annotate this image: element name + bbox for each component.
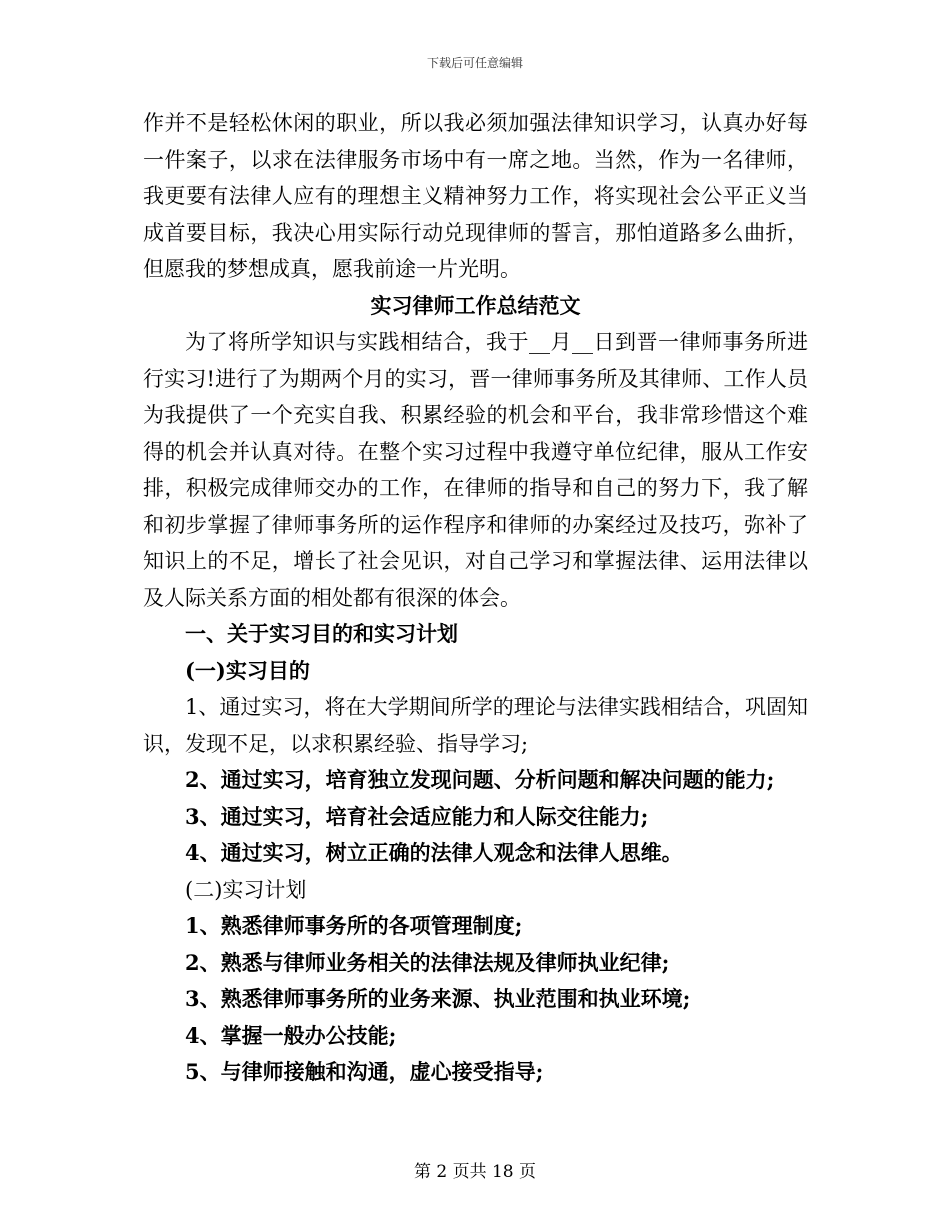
document-title: 实习律师工作总结范文 [370,292,581,318]
plan-item-4: 4、掌握一般办公技能; [185,1022,397,1048]
continuation-paragraph: 作并不是轻松休闲的职业，所以我必须加强法律知识学习，认真办好每一件案子，以求在法律服务市场中有一席之地。当然，作为一名律师，我更要有法律人应有的理想主义精神努力工作，将实现社会公平正义当成首要目标，我决心用实际行动兑现律师的誓言，那怕道路多么曲折，但愿我的梦想成真，愿我前途一片光明。 [143,111,808,281]
purpose-item-4: 4、通过实习，树立正确的法律人观念和法律人思维。 [185,840,683,865]
purpose-item-1: 1、通过实习，将在大学期间所学的理论与法律实践相结合，巩固知识，发现不足，以求积累经验、指导学习; [143,695,808,756]
intro-paragraph: 为了将所学知识与实践相结合，我于__月__日到晋一律师事务所进行实习!进行了为期两个月的实习，晋一律师事务所及其律师、工作人员为我提供了一个充实自我、积累经验的机会和平台，我非常珍惜这个难得的机会并认真对待。在整个实习过程中我遵守单位纪律，服从工作安排，积极完成律师交办的工作，在律师的指导和自己的努力下，我了解和初步掌握了律师事务所的运作程序和律师的办案经过及技巧，弥补了知识上的不足，增长了社会见识，对自己学习和掌握法律、运用法律以及人际关系方面的相处都有很深的体会。 [143,330,808,610]
document-body [143,105,808,1091]
section-heading: 一、关于实习目的和实习计划 [185,621,458,646]
plan-heading: (二)实习计划 [185,877,307,902]
page-number: 第 2 页共 18 页 [413,1162,537,1182]
plan-item-2: 2、熟悉与律师业务相关的法律法规及律师执业纪律; [185,949,670,975]
purpose-heading: (一)实习目的 [185,657,310,683]
purpose-item-3: 3、通过实习，培育社会适应能力和人际交往能力; [185,803,649,829]
plan-item-5: 5、与律师接触和沟通，虚心接受指导; [185,1059,544,1084]
plan-item-3: 3、熟悉律师事务所的业务来源、执业范围和执业环境; [185,986,691,1011]
purpose-item-2: 2、通过实习，培育独立发现问题、分析问题和解决问题的能力; [185,767,775,792]
plan-item-1: 1、熟悉律师事务所的各项管理制度; [185,913,523,938]
page-header: 下载后可任意编辑 [426,56,523,70]
